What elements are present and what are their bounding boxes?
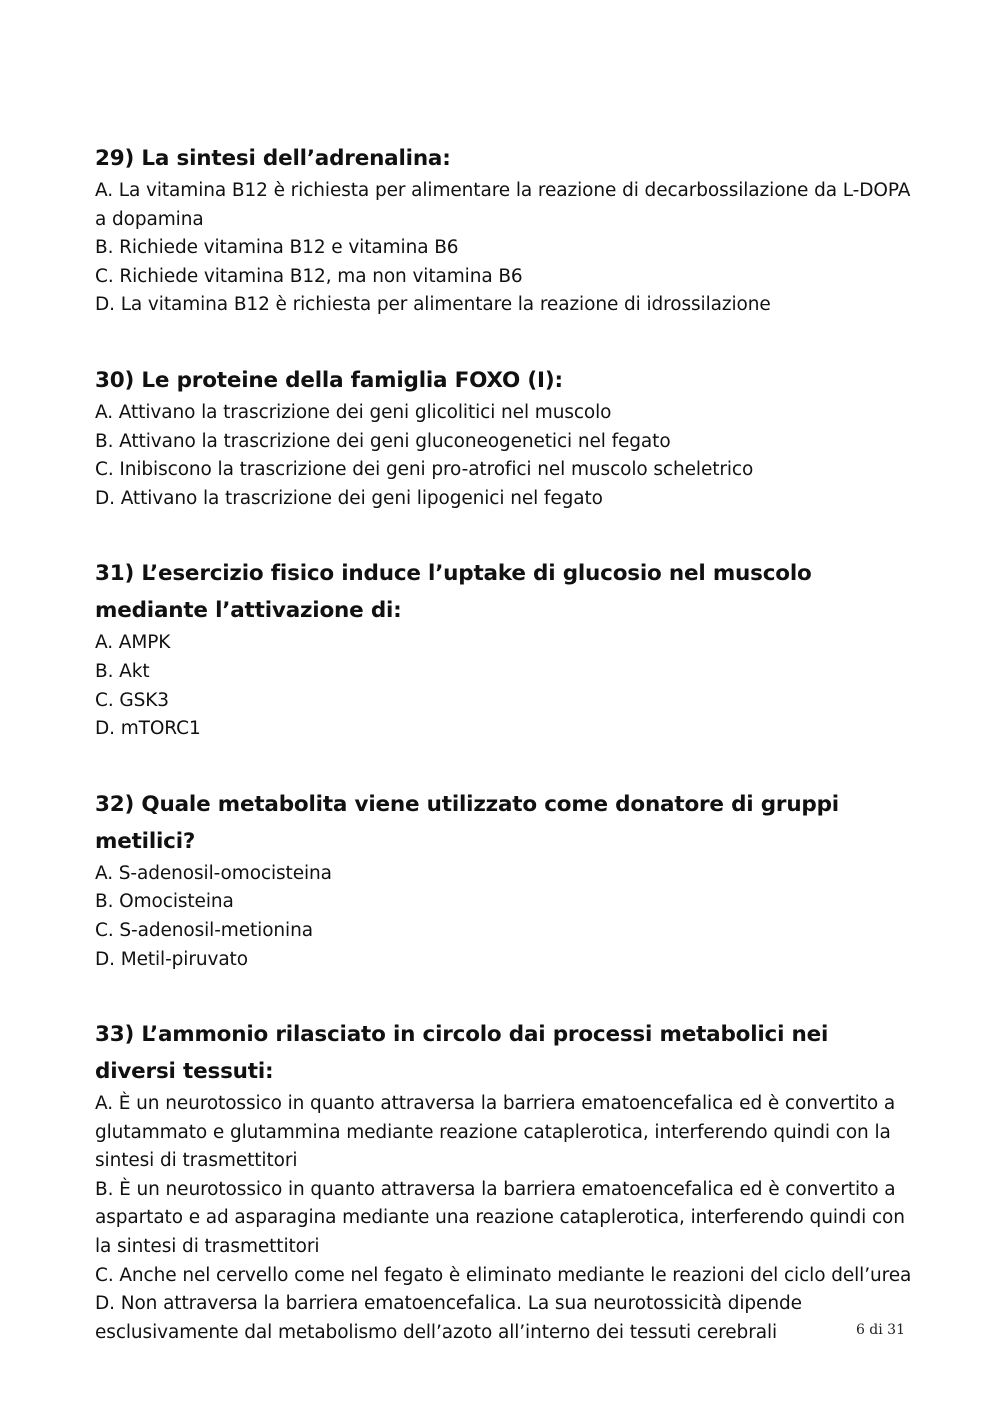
answer-option-c: C. S-adenosil-metionina (95, 919, 313, 941)
answer-option-d: D. La vitamina B12 è richiesta per alimentare la reazione di idrossilazione (95, 294, 771, 316)
document-page (95, 140, 915, 1389)
question-title: 31) L’esercizio fisico induce l’uptake di glucosio nel muscolo mediante l’attivazione di: (95, 561, 812, 624)
question-title: 30) Le proteine della famiglia FOXO (I): (95, 367, 563, 393)
answer-option-d: D. mTORC1 (95, 718, 201, 740)
answer-option-a: A. Attivano la trascrizione dei geni glicolitici nel muscolo (95, 401, 612, 423)
answer-option-b: B. Attivano la trascrizione dei geni gluconeogenetici nel fegato (95, 430, 671, 452)
answer-option-d: D. Non attraversa la barriera ematoencefalica. La sua neurotossicità dipende esclusivamente dal metabolismo dell’azoto all’interno dei tessuti cerebrali (95, 1293, 802, 1343)
question-30 (95, 362, 915, 513)
question-title: 29) La sintesi dell’adrenalina: (95, 146, 451, 171)
answer-option-c: C. GSK3 (95, 689, 169, 711)
answer-option-b: B. Akt (95, 660, 150, 682)
answer-option-c: C. Anche nel cervello come nel fegato è eliminato mediante le reazioni del ciclo dell’urea (95, 1264, 912, 1286)
question-29 (95, 140, 915, 320)
question-31 (95, 555, 915, 743)
answer-option-b: B. Omocisteina (95, 891, 234, 913)
answer-option-a: A. La vitamina B12 è richiesta per alimentare la reazione di decarbossilazione da L-DOPA a dopamina (95, 180, 911, 230)
question-32 (95, 786, 915, 974)
page-number: 6 di 31 (855, 1322, 905, 1338)
answer-option-b: B. È un neurotossico in quanto attraversa la barriera ematoencefalica ed è convertito a aspartato e ad asparagina mediante una reazione cataplerotica, interferendo quindi con la sintesi di trasmettitori (95, 1178, 905, 1258)
answer-option-a: A. S-adenosil-omocisteina (95, 862, 332, 884)
answer-option-b: B. Richiede vitamina B12 e vitamina B6 (95, 237, 459, 259)
question-33 (95, 1016, 915, 1347)
question-title: 32) Quale metabolita viene utilizzato come donatore di gruppi metilici? (95, 791, 839, 854)
answer-option-a: A. AMPK (95, 632, 171, 654)
answer-option-d: D. Metil-piruvato (95, 948, 248, 970)
answer-option-c: C. Richiede vitamina B12, ma non vitamina B6 (95, 265, 523, 287)
answer-option-d: D. Attivano la trascrizione dei geni lipogenici nel fegato (95, 487, 603, 509)
answer-option-a: A. È un neurotossico in quanto attraversa la barriera ematoencefalica ed è convertito a glutammato e glutammina mediante reazione cataplerotica, interferendo quindi con la sintesi di trasmettitori (95, 1093, 896, 1172)
question-title: 33) L’ammonio rilasciato in circolo dai processi metabolici nei diversi tessuti: (95, 1022, 829, 1085)
answer-option-c: C. Inibiscono la trascrizione dei geni pro-atrofici nel muscolo scheletrico (95, 459, 754, 481)
